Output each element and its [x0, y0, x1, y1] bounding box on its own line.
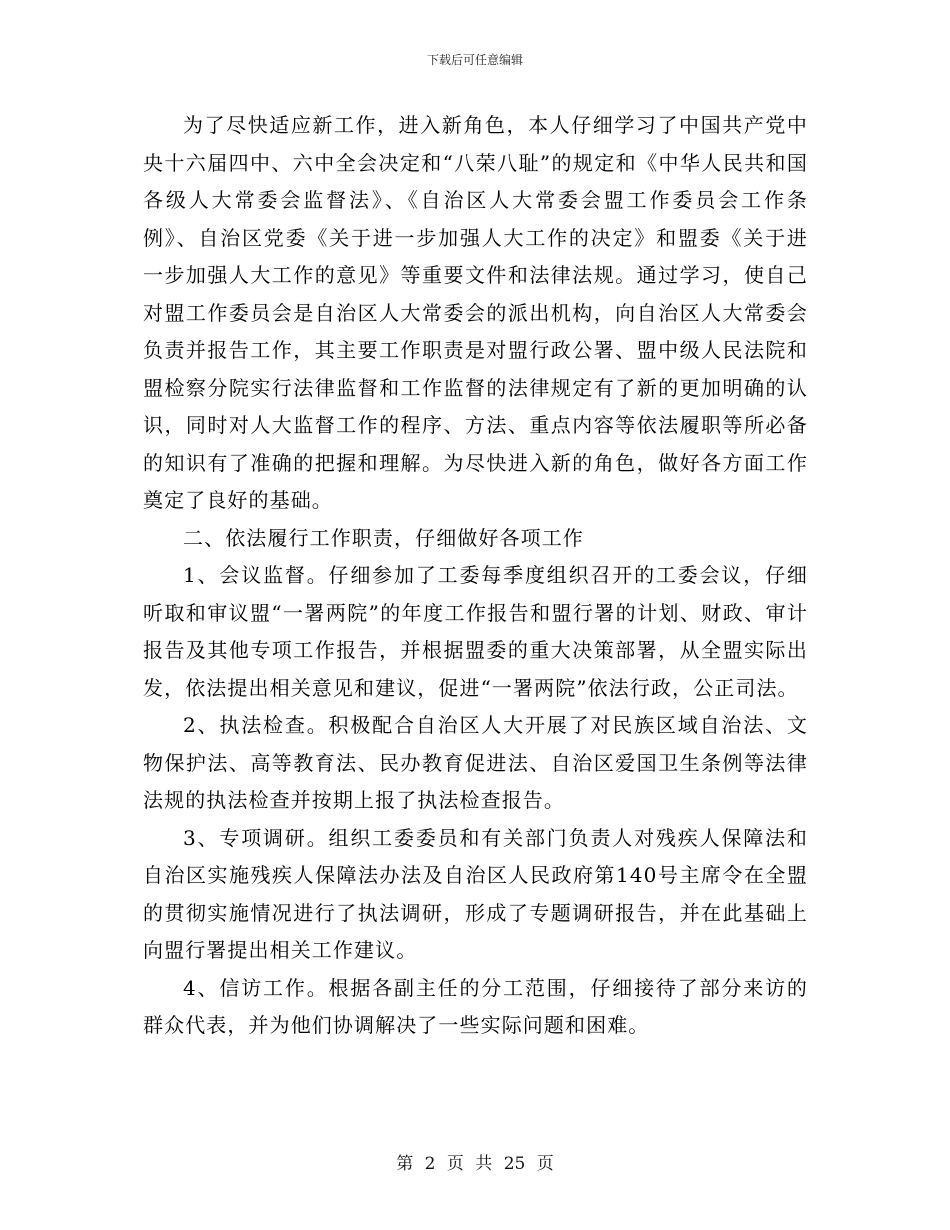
paragraph-meeting-supervision: 1、会议监督。仔细参加了工委每季度组织召开的工委会议，仔细听取和审议盟“一署两院”的年度工作报告和盟行署的计划、财政、审计报告及其他专项工作报告，并根据盟委的重大决策部署，从全盟实际出发，依法提出相关意见和建议，促进“一署两院”依法行政，公正司法。 — [143, 563, 808, 700]
paragraph-special-research: 3、专项调研。组织工委委员和有关部门负责人对残疾人保障法和自治区实施残疾人保障法办法及自治区人民政府第140号主席令在全盟的贯彻实施情况进行了执法调研，形成了专题调研报告，并在此基础上向盟行署提出相关工作建议。 — [143, 825, 808, 962]
page-number-footer: 第 2 页 共 25 页 — [396, 1154, 554, 1174]
paragraph-study: 为了尽快适应新工作，进入新角色，本人仔细学习了中国共产党中央十六届四中、六中全会决定和“八荣八耻”的规定和《中华人民共和国各级人大常委会监督法》、《自治区人大常委会盟工作委员会工作条例》、自治区党委《关于进一步加强人大工作的决定》和盟委《关于进一步加强人大工作的意见》等重要文件和法律法规。通过学习，使自己对盟工作委员会是自治区人大常委会的派出机构，向自治区人大常委会负责并报告工作，其主要工作职责是对盟行政公署、盟中级人民法院和盟检察分院实行法律监督和工作监督的法律规定有了新的更加明确的认识，同时对人大监督工作的程序、方法、重点内容等依法履职等所必备的知识有了准确的把握和理解。为尽快进入新的角色，做好各方面工作奠定了良好的基础。 — [143, 113, 808, 512]
page-header-note: 下载后可任意编辑 — [426, 53, 523, 67]
document-body — [143, 107, 808, 1045]
paragraph-petition-work: 4、信访工作。根据各副主任的分工范围，仔细接待了部分来访的群众代表，并为他们协调解决了一些实际问题和困难。 — [143, 975, 808, 1037]
section-heading-duties: 二、依法履行工作职责，仔细做好各项工作 — [183, 525, 584, 550]
paragraph-law-enforcement-inspection: 2、执法检查。积极配合自治区人大开展了对民族区域自治法、文物保护法、高等教育法、民办教育促进法、自治区爱国卫生条例等法律法规的执法检查并按期上报了执法检查报告。 — [143, 713, 808, 812]
